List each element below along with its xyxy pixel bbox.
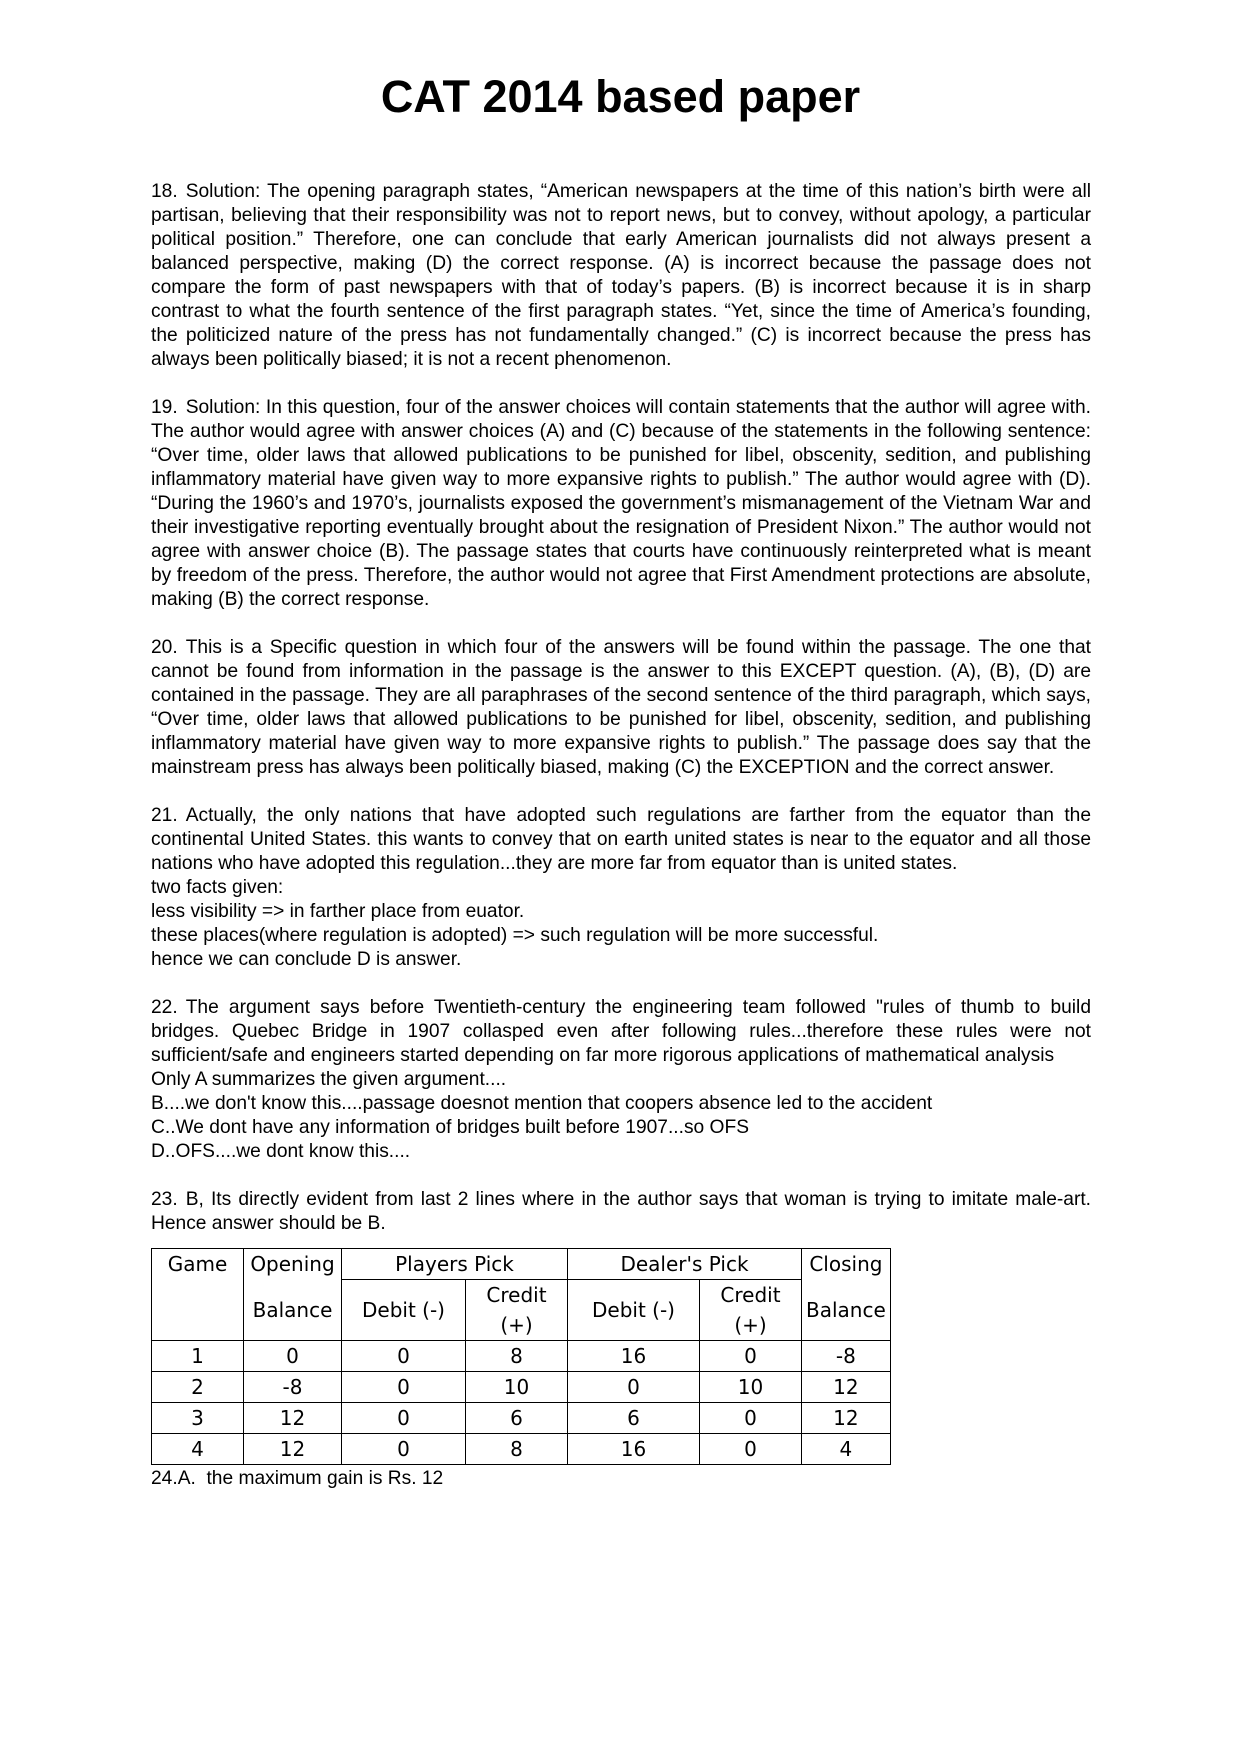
solution-line: hence we can conclude D is answer. bbox=[151, 949, 462, 970]
table-row bbox=[152, 1372, 891, 1403]
solution-20 bbox=[151, 636, 1091, 780]
solution-number: 19. bbox=[151, 397, 178, 418]
header-cell: Closing bbox=[802, 1249, 891, 1280]
solution-number: 22. bbox=[151, 997, 178, 1018]
header-cell: Game bbox=[152, 1249, 244, 1280]
table-cell: 12 bbox=[244, 1434, 342, 1465]
solution-21 bbox=[151, 804, 1091, 972]
table-cell: 8 bbox=[466, 1341, 568, 1372]
solution-line: C..We dont have any information of bridges built before 1907...so OFS bbox=[151, 1117, 749, 1138]
solution-number: 21. bbox=[151, 805, 178, 826]
table-cell: 3 bbox=[152, 1403, 244, 1434]
table-cell: 16 bbox=[568, 1434, 700, 1465]
header-cell: Balance bbox=[802, 1280, 891, 1341]
header-cell bbox=[152, 1280, 244, 1341]
solution-line: Only A summarizes the given argument.... bbox=[151, 1069, 507, 1090]
table-cell: 0 bbox=[342, 1403, 466, 1434]
solution-number: 18. bbox=[151, 181, 178, 202]
document-body bbox=[151, 180, 1091, 1491]
solution-24 bbox=[151, 1467, 1091, 1491]
header-cell: Balance bbox=[244, 1280, 342, 1341]
table-cell: -8 bbox=[244, 1372, 342, 1403]
solution-line: two facts given: bbox=[151, 877, 284, 898]
header-cell: Dealer's Pick bbox=[568, 1249, 802, 1280]
table-header-row bbox=[152, 1249, 891, 1280]
table-cell: 2 bbox=[152, 1372, 244, 1403]
table-cell: 0 bbox=[342, 1434, 466, 1465]
header-cell: Debit (-) bbox=[342, 1280, 466, 1341]
solution-line: D..OFS....we dont know this.... bbox=[151, 1141, 411, 1162]
solution-text: B, Its directly evident from last 2 lines where in the author says that woman is trying to imitate male-art. Hence answer should be B. bbox=[151, 1189, 1091, 1234]
table-cell: -8 bbox=[802, 1341, 891, 1372]
solution-text: The argument says before Twentieth-century the engineering team followed "rules of thumb to build bridges. Quebec Bridge in 1907 collasped even after following rules...therefore these rules were not sufficient/safe and engineers started depending on far more rigorous applications of mathematical analysis bbox=[151, 997, 1091, 1066]
solution-23 bbox=[151, 1188, 1091, 1236]
table-cell: 0 bbox=[700, 1403, 802, 1434]
solution-text: Solution: The opening paragraph states, “American newspapers at the time of this nation’s birth were all partisan, believing that their responsibility was not to report news, but to convey, without apology, a particular political position.” Therefore, one can conclude that early American journalists did not always present a balanced perspective, making (D) the correct response. (A) is incorrect because the passage does not compare the form of past newspapers with that of today’s papers. (B) is incorrect because it is in sharp contrast to what the fourth sentence of the first paragraph states. “Yet, since the time of America’s founding, the politicized nature of the press has not fundamentally changed.” (C) is incorrect because the press has always been politically biased; it is not a recent phenomenon. bbox=[151, 181, 1091, 370]
solution-22 bbox=[151, 996, 1091, 1164]
table-row bbox=[152, 1341, 891, 1372]
table-cell: 6 bbox=[568, 1403, 700, 1434]
table-cell: 10 bbox=[700, 1372, 802, 1403]
game-balance-table bbox=[151, 1248, 891, 1465]
table-cell: 4 bbox=[802, 1434, 891, 1465]
header-cell: Credit (+) bbox=[700, 1280, 802, 1341]
table-subheader-row bbox=[152, 1280, 891, 1341]
table-row bbox=[152, 1403, 891, 1434]
solution-number: 20. bbox=[151, 637, 178, 658]
solution-text: A. the maximum gain is Rs. 12 bbox=[177, 1468, 444, 1489]
solution-number: 24. bbox=[151, 1468, 178, 1489]
table-cell: 0 bbox=[342, 1341, 466, 1372]
table-cell: 8 bbox=[466, 1434, 568, 1465]
table-cell: 4 bbox=[152, 1434, 244, 1465]
header-cell: Opening bbox=[244, 1249, 342, 1280]
table-cell: 16 bbox=[568, 1341, 700, 1372]
solution-line: less visibility => in farther place from euator. bbox=[151, 901, 525, 922]
header-cell: Debit (-) bbox=[568, 1280, 700, 1341]
solution-line: B....we don't know this....passage doesnot mention that coopers absence led to the accident bbox=[151, 1093, 933, 1114]
table-cell: 12 bbox=[802, 1372, 891, 1403]
table-cell: 1 bbox=[152, 1341, 244, 1372]
table-cell: 6 bbox=[466, 1403, 568, 1434]
solution-18 bbox=[151, 180, 1091, 372]
header-cell: Credit (+) bbox=[466, 1280, 568, 1341]
solution-19 bbox=[151, 396, 1091, 612]
solution-text: This is a Specific question in which four of the answers will be found within the passage. The one that cannot be found from information in the passage is the answer to this EXCEPT question. (A), (B), (D) are contained in the passage. They are all paraphrases of the second sentence of the third paragraph, which says, “Over time, older laws that allowed publications to be punished for libel, obscenity, sedition, and publishing inflammatory material have given way to more expansive rights to publish.” The passage does say that the mainstream press has always been politically biased, making (C) the EXCEPTION and the correct answer. bbox=[151, 637, 1091, 778]
table-cell: 0 bbox=[700, 1434, 802, 1465]
table-cell: 0 bbox=[342, 1372, 466, 1403]
solution-text: Solution: In this question, four of the answer choices will contain statements that the author will agree with. The author would agree with answer choices (A) and (C) because of the statements in the following sentence: “Over time, older laws that allowed publications to be punished for libel, obscenity, sedition, and publishing inflammatory material have given way to more expansive rights to publish.” The author would agree with (D). “During the 1960’s and 1970’s, journalists exposed the government’s mismanagement of the Vietnam War and their investigative reporting eventually brought about the resignation of President Nixon.” The author would not agree with answer choice (B). The passage states that courts have continuously reinterpreted what is meant by freedom of the press. Therefore, the author would not agree that First Amendment protections are absolute, making (B) the correct response. bbox=[151, 397, 1091, 610]
header-cell: Players Pick bbox=[342, 1249, 568, 1280]
table-cell: 12 bbox=[244, 1403, 342, 1434]
table-cell: 0 bbox=[244, 1341, 342, 1372]
table-cell: 0 bbox=[568, 1372, 700, 1403]
solution-number: 23. bbox=[151, 1189, 178, 1210]
table-cell: 12 bbox=[802, 1403, 891, 1434]
table-cell: 0 bbox=[700, 1341, 802, 1372]
page-title: CAT 2014 based paper bbox=[380, 71, 861, 122]
table-row bbox=[152, 1434, 891, 1465]
solution-line: these places(where regulation is adopted) => such regulation will be more successful. bbox=[151, 925, 879, 946]
table-cell: 10 bbox=[466, 1372, 568, 1403]
solution-text: Actually, the only nations that have adopted such regulations are farther from the equator than the continental United States. this wants to convey that on earth united states is near to the equator and all those nations who have adopted this regulation...they are more far from equator than is united states. bbox=[151, 805, 1091, 874]
